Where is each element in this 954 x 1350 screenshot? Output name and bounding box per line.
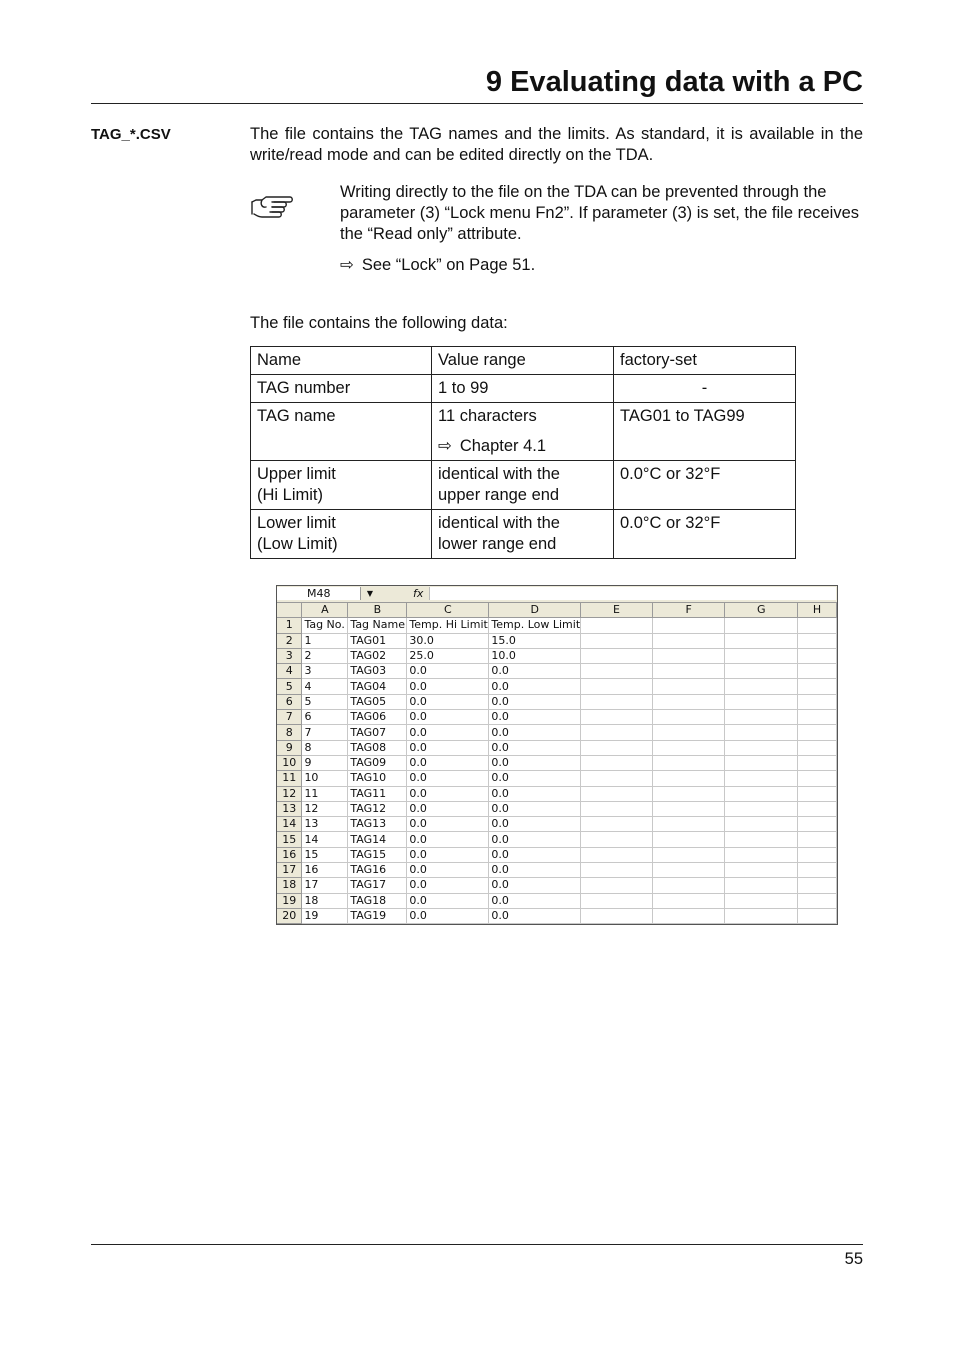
cell-b[interactable]: TAG04 [348, 679, 407, 694]
cell-c[interactable]: 30.0 [407, 633, 489, 648]
cell-g[interactable] [725, 710, 798, 725]
cell-a[interactable]: 1 [302, 633, 348, 648]
cell-a[interactable]: 7 [302, 725, 348, 740]
cell-c[interactable]: 0.0 [407, 710, 489, 725]
cell-d[interactable]: 15.0 [489, 633, 581, 648]
cell-h[interactable] [798, 771, 837, 786]
row-header[interactable]: 16 [277, 847, 302, 862]
cell-a[interactable]: 2 [302, 648, 348, 663]
table-row [251, 461, 796, 510]
cell-c[interactable]: Temp. Hi Limit [407, 618, 489, 633]
cell-f[interactable] [652, 801, 725, 816]
cell-b[interactable]: TAG03 [348, 664, 407, 679]
cell-f[interactable] [652, 878, 725, 893]
cell-a[interactable]: 13 [302, 817, 348, 832]
row-header[interactable]: 14 [277, 817, 302, 832]
cell-b[interactable]: TAG05 [348, 694, 407, 709]
cell-f[interactable] [652, 832, 725, 847]
cell-c[interactable]: 0.0 [407, 893, 489, 908]
cell-c[interactable]: 0.0 [407, 725, 489, 740]
cell-f[interactable] [652, 786, 725, 801]
row-header[interactable]: 4 [277, 664, 302, 679]
cell-c[interactable]: 0.0 [407, 847, 489, 862]
cell-e[interactable] [581, 893, 653, 908]
cell-b[interactable]: TAG09 [348, 755, 407, 770]
cell-b[interactable]: TAG17 [348, 878, 407, 893]
cell-a[interactable]: 19 [302, 908, 348, 923]
cell-factory: 0.0°C or 32°F [614, 510, 796, 559]
row-header[interactable]: 3 [277, 648, 302, 663]
cell-d[interactable]: 0.0 [489, 893, 581, 908]
row-header[interactable]: 7 [277, 710, 302, 725]
page-number: 55 [844, 1250, 863, 1268]
cell-b[interactable]: TAG14 [348, 832, 407, 847]
row-header[interactable]: 9 [277, 740, 302, 755]
table-row [277, 740, 837, 755]
cell-f[interactable] [652, 710, 725, 725]
table-row [251, 403, 796, 461]
cell-g[interactable] [725, 618, 798, 633]
cell-g[interactable] [725, 679, 798, 694]
row-header[interactable]: 20 [277, 908, 302, 923]
row-header[interactable]: 15 [277, 832, 302, 847]
cell-d[interactable]: 0.0 [489, 832, 581, 847]
cell-e[interactable] [581, 832, 653, 847]
cell-f[interactable] [652, 679, 725, 694]
cell-b[interactable]: TAG02 [348, 648, 407, 663]
column-header[interactable]: E [581, 603, 653, 618]
cell-f[interactable] [652, 908, 725, 923]
cell-g[interactable] [725, 847, 798, 862]
cell-c[interactable]: 0.0 [407, 908, 489, 923]
table-row [277, 847, 837, 862]
cell-range-line2: lower range end [438, 535, 557, 553]
cell-a[interactable]: 14 [302, 832, 348, 847]
cell-b[interactable]: TAG12 [348, 801, 407, 816]
cell-e[interactable] [581, 633, 653, 648]
chevron-down-icon[interactable]: ▼ [366, 589, 374, 598]
table-row [277, 755, 837, 770]
cell-h[interactable] [798, 755, 837, 770]
table-row [251, 510, 796, 559]
row-header[interactable]: 1 [277, 618, 302, 633]
cell-d[interactable]: 0.0 [489, 725, 581, 740]
cell-a[interactable]: 16 [302, 863, 348, 878]
table-row [277, 633, 837, 648]
cell-g[interactable] [725, 725, 798, 740]
table-row [251, 375, 796, 403]
cell-name-line1: Upper limit [257, 465, 336, 483]
cell-d[interactable]: 0.0 [489, 878, 581, 893]
cell-a[interactable]: 8 [302, 740, 348, 755]
header-value-range: Value range [432, 347, 614, 375]
cell-range-reference [438, 436, 607, 457]
cell-e[interactable] [581, 908, 653, 923]
cell-range-line1: identical with the [438, 465, 560, 483]
cell-b[interactable]: TAG08 [348, 740, 407, 755]
cell-b[interactable]: TAG11 [348, 786, 407, 801]
table-header-row [251, 347, 796, 375]
row-header[interactable]: 11 [277, 771, 302, 786]
cell-g[interactable] [725, 863, 798, 878]
cell-d[interactable]: 0.0 [489, 679, 581, 694]
column-header[interactable]: C [407, 603, 489, 618]
cell-c[interactable]: 0.0 [407, 832, 489, 847]
cell-a[interactable]: 3 [302, 664, 348, 679]
see-reference-text[interactable]: See “Lock” on Page 51. [361, 256, 536, 274]
cell-f[interactable] [652, 664, 725, 679]
header-rule [91, 103, 863, 104]
table-row [277, 679, 837, 694]
column-header[interactable]: D [489, 603, 581, 618]
cell-factory: 0.0°C or 32°F [614, 461, 796, 510]
table-row [277, 801, 837, 816]
cell-h[interactable] [798, 679, 837, 694]
column-header[interactable]: H [798, 603, 837, 618]
formula-input[interactable] [429, 587, 836, 600]
row-header[interactable]: 10 [277, 755, 302, 770]
table-row [277, 648, 837, 663]
cell-f[interactable] [652, 725, 725, 740]
cell-f[interactable] [652, 863, 725, 878]
contains-label: The file contains the following data: [250, 314, 508, 332]
cell-g[interactable] [725, 755, 798, 770]
cell-h[interactable] [798, 740, 837, 755]
table-row [277, 817, 837, 832]
fx-icon[interactable]: fx [413, 587, 424, 600]
cell-d[interactable]: 0.0 [489, 847, 581, 862]
cell-h[interactable] [798, 863, 837, 878]
cell-d[interactable]: 0.0 [489, 771, 581, 786]
table-row [277, 878, 837, 893]
pointing-hand-icon [250, 194, 296, 222]
cell-name [251, 461, 432, 510]
column-header[interactable]: A [302, 603, 348, 618]
column-header[interactable]: B [348, 603, 407, 618]
cell-e[interactable] [581, 710, 653, 725]
cell-g[interactable] [725, 740, 798, 755]
cell-h[interactable] [798, 878, 837, 893]
table-row [277, 771, 837, 786]
cell-c[interactable]: 0.0 [407, 817, 489, 832]
cell-e[interactable] [581, 648, 653, 663]
cell-a[interactable]: 4 [302, 679, 348, 694]
cell-range [432, 461, 614, 510]
cell-e[interactable] [581, 817, 653, 832]
cell-h[interactable] [798, 648, 837, 663]
section-label: TAG_*.CSV [91, 126, 171, 143]
cell-h[interactable] [798, 786, 837, 801]
cell-a[interactable]: 9 [302, 755, 348, 770]
formula-bar [277, 586, 837, 603]
row-header[interactable]: 2 [277, 633, 302, 648]
cell-d[interactable]: Temp. Low Limit [489, 618, 581, 633]
cell-d[interactable]: 10.0 [489, 648, 581, 663]
select-all-corner[interactable] [277, 603, 302, 618]
cell-a[interactable]: 15 [302, 847, 348, 862]
cell-d[interactable]: 0.0 [489, 740, 581, 755]
cell-e[interactable] [581, 771, 653, 786]
cell-h[interactable] [798, 817, 837, 832]
table-row [277, 786, 837, 801]
cell-c[interactable]: 0.0 [407, 664, 489, 679]
row-header[interactable]: 12 [277, 786, 302, 801]
cell-b[interactable]: TAG06 [348, 710, 407, 725]
cell-e[interactable] [581, 878, 653, 893]
cell-g[interactable] [725, 664, 798, 679]
cell-factory: TAG01 to TAG99 [614, 403, 796, 461]
cell-range-text: 11 characters [438, 407, 537, 425]
cell-e[interactable] [581, 755, 653, 770]
cell-c[interactable]: 0.0 [407, 755, 489, 770]
cell-g[interactable] [725, 771, 798, 786]
cell-f[interactable] [652, 817, 725, 832]
table-row [277, 908, 837, 923]
cell-e[interactable] [581, 786, 653, 801]
table-row [277, 893, 837, 908]
table-row [277, 694, 837, 709]
column-header-row [277, 603, 837, 618]
cell-d[interactable]: 0.0 [489, 786, 581, 801]
chapter-reference[interactable]: Chapter 4.1 [459, 437, 547, 455]
cell-d[interactable]: 0.0 [489, 801, 581, 816]
column-header[interactable]: F [652, 603, 725, 618]
header-factory-set: factory-set [614, 347, 796, 375]
footer-rule [91, 1244, 863, 1245]
cell-f[interactable] [652, 771, 725, 786]
cell-b[interactable]: TAG01 [348, 633, 407, 648]
cell-g[interactable] [725, 893, 798, 908]
cell-b[interactable]: TAG13 [348, 817, 407, 832]
cell-h[interactable] [798, 725, 837, 740]
cell-g[interactable] [725, 694, 798, 709]
cell-e[interactable] [581, 863, 653, 878]
cell-h[interactable] [798, 832, 837, 847]
name-box[interactable]: M48 [277, 587, 361, 600]
cell-g[interactable] [725, 801, 798, 816]
cell-c[interactable]: 0.0 [407, 786, 489, 801]
cell-d[interactable]: 0.0 [489, 908, 581, 923]
cell-a[interactable]: Tag No. [302, 618, 348, 633]
cell-e[interactable] [581, 679, 653, 694]
chapter-title: 9 Evaluating data with a PC [485, 66, 863, 98]
cell-h[interactable] [798, 908, 837, 923]
cell-h[interactable] [798, 633, 837, 648]
cell-range [432, 510, 614, 559]
cell-b[interactable]: TAG07 [348, 725, 407, 740]
cell-c[interactable]: 0.0 [407, 878, 489, 893]
row-header[interactable]: 5 [277, 679, 302, 694]
cell-name [251, 510, 432, 559]
cell-b[interactable]: TAG19 [348, 908, 407, 923]
row-header[interactable]: 6 [277, 694, 302, 709]
see-reference [340, 255, 535, 275]
cell-d[interactable]: 0.0 [489, 710, 581, 725]
row-header[interactable]: 17 [277, 863, 302, 878]
cell-a[interactable]: 5 [302, 694, 348, 709]
spreadsheet-grid [277, 603, 837, 924]
cell-c[interactable]: 0.0 [407, 740, 489, 755]
cell-f[interactable] [652, 694, 725, 709]
cell-g[interactable] [725, 633, 798, 648]
cell-a[interactable]: 12 [302, 801, 348, 816]
cell-g[interactable] [725, 832, 798, 847]
cell-d[interactable]: 0.0 [489, 863, 581, 878]
cell-c[interactable]: 25.0 [407, 648, 489, 663]
cell-d[interactable]: 0.0 [489, 664, 581, 679]
table-row [277, 710, 837, 725]
cell-range: 1 to 99 [432, 375, 614, 403]
cell-d[interactable]: 0.0 [489, 755, 581, 770]
row-header[interactable]: 8 [277, 725, 302, 740]
cell-f[interactable] [652, 648, 725, 663]
cell-g[interactable] [725, 817, 798, 832]
table-row [277, 863, 837, 878]
cell-name-line2: (Hi Limit) [257, 486, 323, 504]
cell-e[interactable] [581, 664, 653, 679]
cell-name-line1: Lower limit [257, 514, 336, 532]
cell-h[interactable] [798, 694, 837, 709]
cell-g[interactable] [725, 786, 798, 801]
row-header[interactable]: 19 [277, 893, 302, 908]
cell-b[interactable]: TAG15 [348, 847, 407, 862]
cell-e[interactable] [581, 847, 653, 862]
cell-e[interactable] [581, 740, 653, 755]
table-row [277, 832, 837, 847]
cell-range-line2: upper range end [438, 486, 560, 504]
cell-b[interactable]: TAG16 [348, 863, 407, 878]
cell-e[interactable] [581, 618, 653, 633]
cell-a[interactable]: 6 [302, 710, 348, 725]
cell-f[interactable] [652, 740, 725, 755]
cell-h[interactable] [798, 664, 837, 679]
cell-h[interactable] [798, 847, 837, 862]
intro-paragraph: The file contains the TAG names and the limits. As standard, it is available in the write/read mode and can be edited directly on the TDA. [250, 125, 863, 164]
cell-c[interactable]: 0.0 [407, 801, 489, 816]
cell-a[interactable]: 18 [302, 893, 348, 908]
cell-c[interactable]: 0.0 [407, 863, 489, 878]
cell-factory: - [614, 375, 796, 403]
cell-f[interactable] [652, 755, 725, 770]
cell-name: TAG number [251, 375, 432, 403]
spreadsheet-screenshot [276, 585, 838, 925]
cell-g[interactable] [725, 648, 798, 663]
cell-range-line1: identical with the [438, 514, 560, 532]
cell-g[interactable] [725, 908, 798, 923]
cell-h[interactable] [798, 618, 837, 633]
table-row [277, 618, 837, 633]
cell-a[interactable]: 11 [302, 786, 348, 801]
cell-c[interactable]: 0.0 [407, 771, 489, 786]
cell-f[interactable] [652, 633, 725, 648]
cell-c[interactable]: 0.0 [407, 694, 489, 709]
cell-b[interactable]: TAG18 [348, 893, 407, 908]
header-name: Name [251, 347, 432, 375]
cell-h[interactable] [798, 710, 837, 725]
cell-f[interactable] [652, 618, 725, 633]
arrow-right-icon: ⇨ [438, 437, 452, 455]
column-header[interactable]: G [725, 603, 798, 618]
cell-e[interactable] [581, 725, 653, 740]
cell-name-line2: (Low Limit) [257, 535, 338, 553]
cell-name: TAG name [251, 403, 432, 461]
note-text: Writing directly to the file on the TDA can be prevented through the parameter (3) “Lock menu Fn2”. If parameter (3) is set, the file receives the “Read only” attribute. [340, 183, 860, 243]
cell-g[interactable] [725, 878, 798, 893]
cell-e[interactable] [581, 694, 653, 709]
cell-a[interactable]: 10 [302, 771, 348, 786]
arrow-right-icon: ⇨ [340, 256, 354, 274]
cell-a[interactable]: 17 [302, 878, 348, 893]
cell-h[interactable] [798, 801, 837, 816]
cell-f[interactable] [652, 847, 725, 862]
cell-c[interactable]: 0.0 [407, 679, 489, 694]
cell-b[interactable]: TAG10 [348, 771, 407, 786]
data-table [250, 346, 796, 559]
cell-h[interactable] [798, 893, 837, 908]
row-header[interactable]: 13 [277, 801, 302, 816]
row-header[interactable]: 18 [277, 878, 302, 893]
cell-d[interactable]: 0.0 [489, 694, 581, 709]
cell-f[interactable] [652, 893, 725, 908]
table-row [277, 664, 837, 679]
cell-d[interactable]: 0.0 [489, 817, 581, 832]
cell-b[interactable]: Tag Name [348, 618, 407, 633]
table-row [277, 725, 837, 740]
cell-range [432, 403, 614, 461]
cell-e[interactable] [581, 801, 653, 816]
